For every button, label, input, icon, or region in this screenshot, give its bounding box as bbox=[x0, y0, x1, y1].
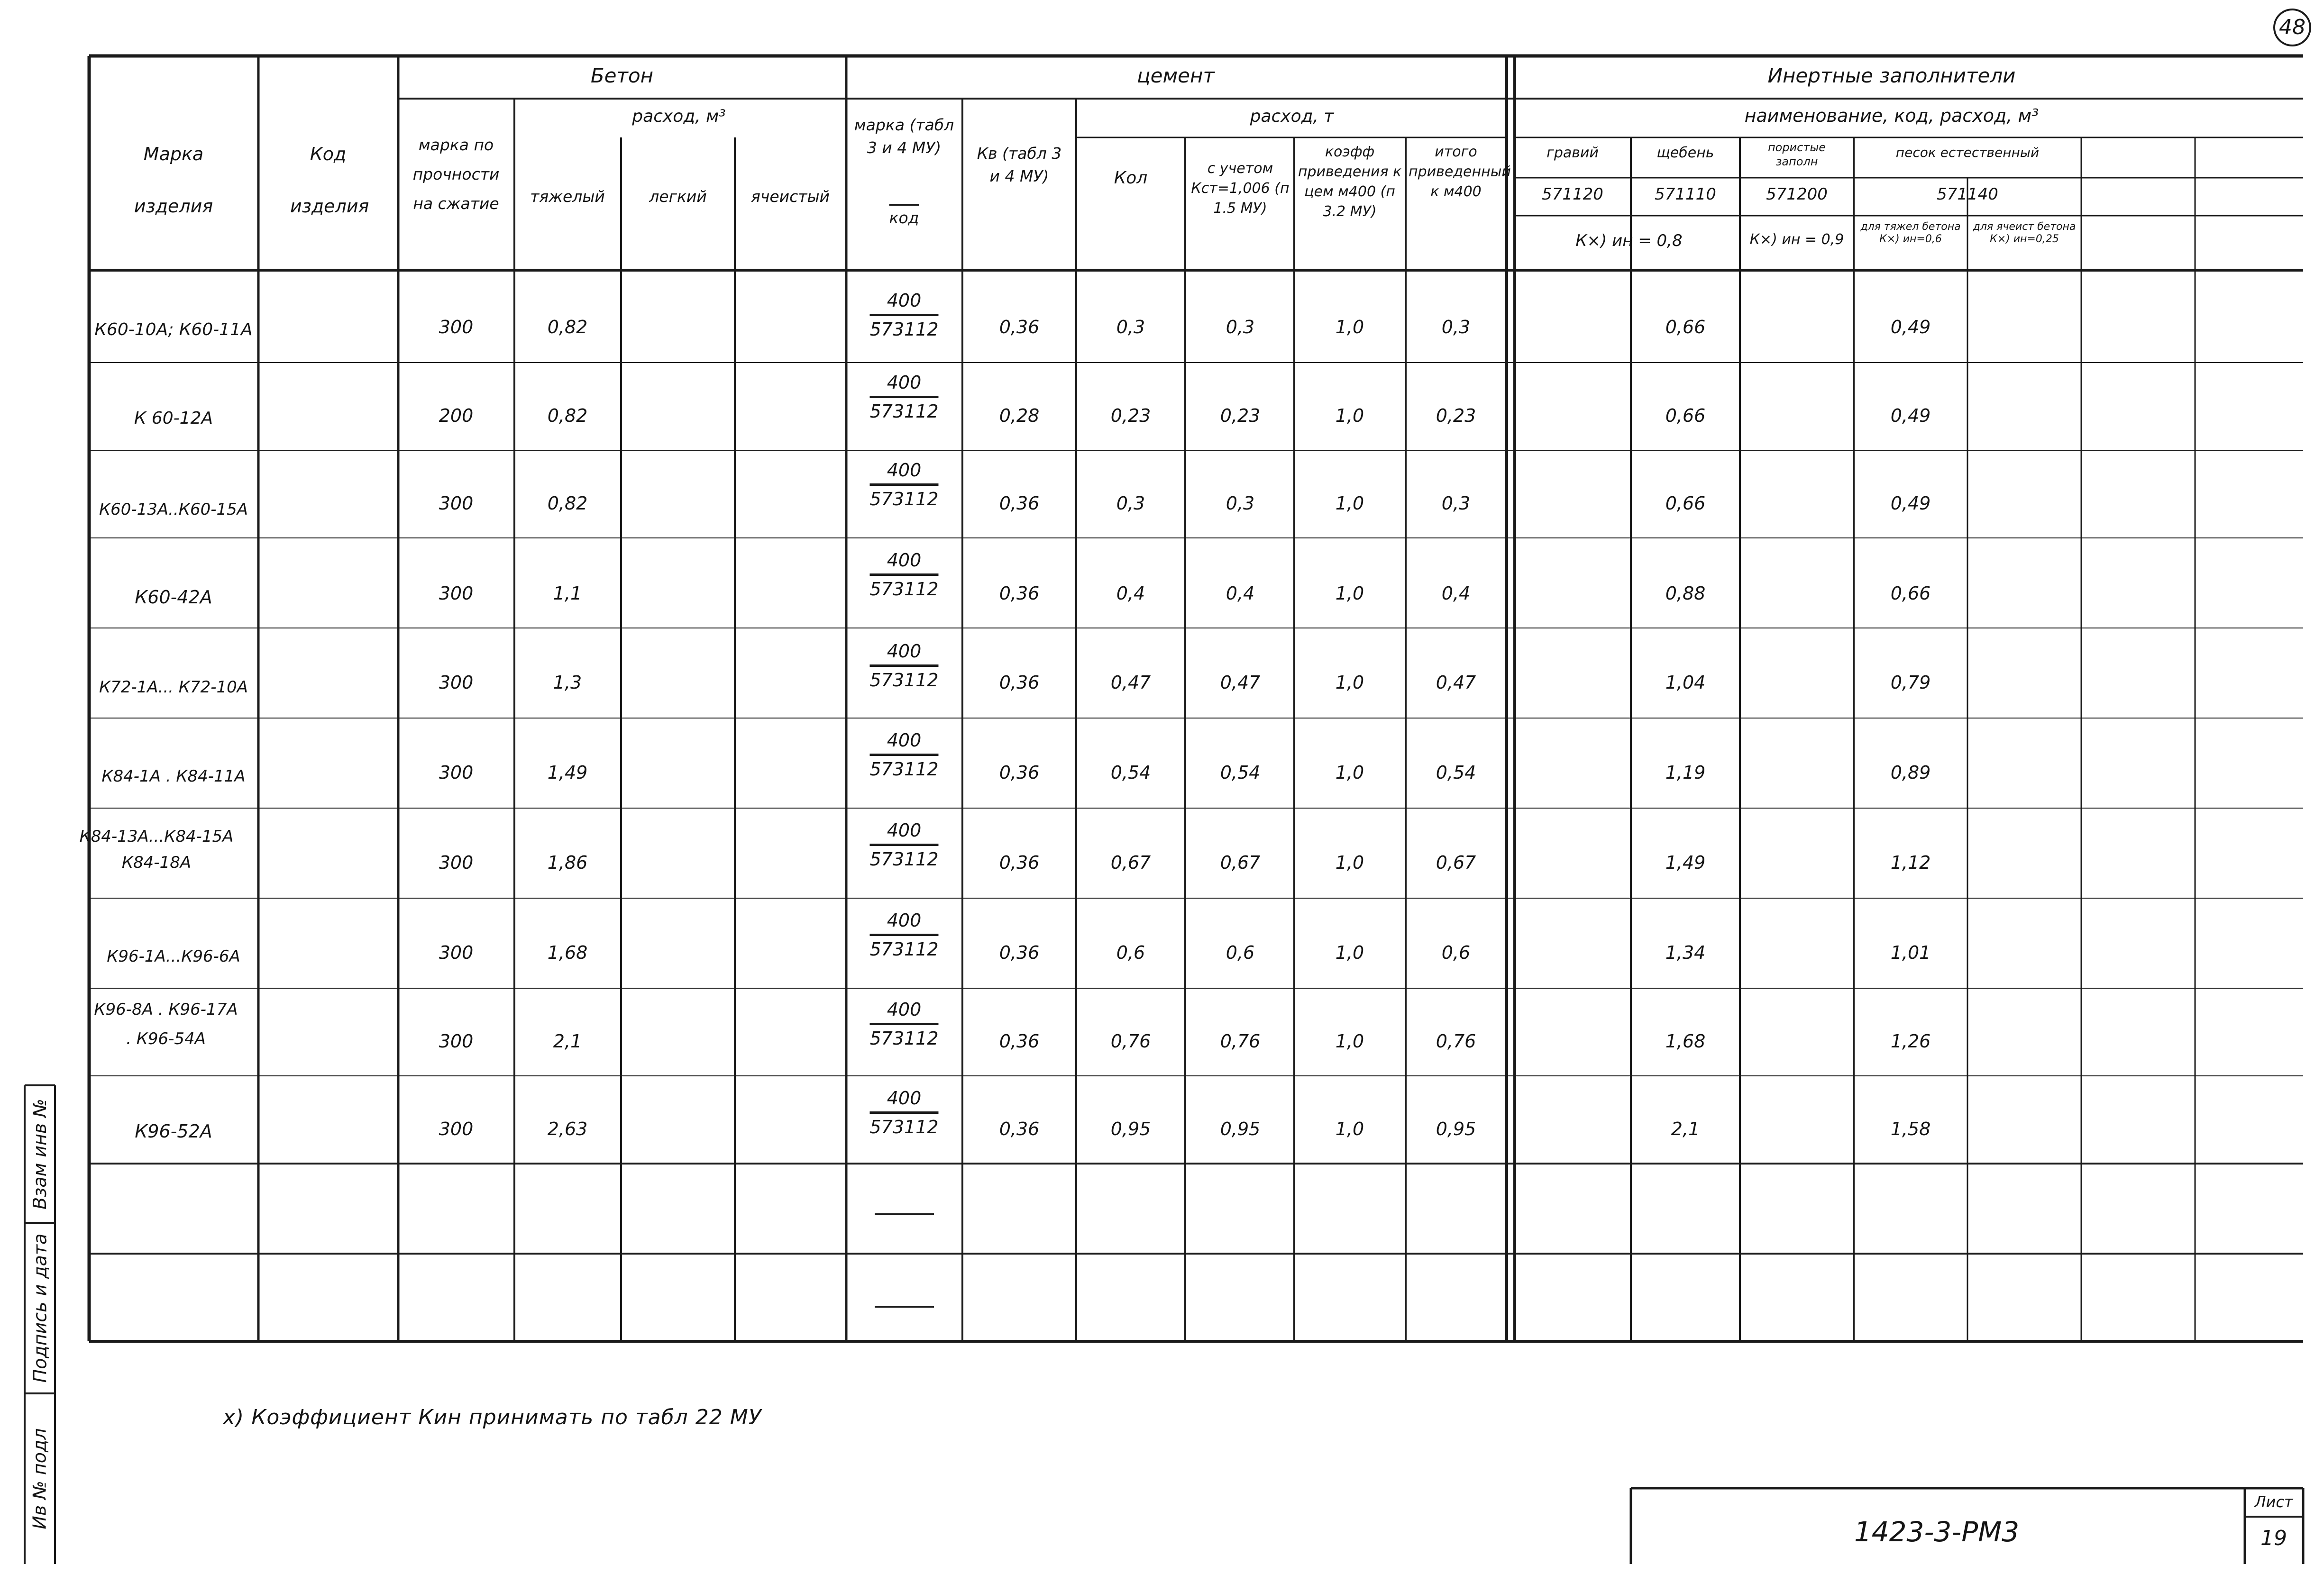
row-8-shcheben: 1,34 bbox=[1665, 942, 1706, 963]
header-legkiy: легкий bbox=[649, 187, 707, 206]
doc-code: 1423-3-РМ3 bbox=[1854, 1516, 2020, 1548]
header-kv: Кв (табл 3 и 4 МУ) bbox=[977, 144, 1062, 185]
row-8-cement bbox=[869, 910, 938, 960]
row-4-s-uchetom: 0,4 bbox=[1226, 583, 1255, 604]
row-10-beton-marka: 300 bbox=[439, 1119, 474, 1139]
row-7-itogo: 0,67 bbox=[1436, 852, 1476, 873]
row-8-kv: 0,36 bbox=[999, 942, 1040, 963]
row-2-kol: 0,23 bbox=[1110, 405, 1151, 426]
row-9-s-uchetom: 0,76 bbox=[1220, 1031, 1261, 1052]
row-8-itogo: 0,6 bbox=[1441, 942, 1471, 963]
row-4-cement bbox=[869, 550, 938, 600]
header-poristye-kod: 571200 bbox=[1766, 185, 1828, 204]
row-1-cem-marka: 400 bbox=[869, 290, 938, 316]
header-pesok-tyazh: для тяжел бетона К×) ин=0,6 bbox=[1860, 221, 1961, 245]
sheet-label: Лист bbox=[2254, 1493, 2293, 1511]
row-2-marka: К 60-12А bbox=[134, 409, 213, 428]
stamp-inv-replaced: Взам инв № bbox=[29, 1099, 51, 1210]
row-3-cement bbox=[869, 460, 938, 509]
row-6-s-uchetom: 0,54 bbox=[1220, 762, 1261, 783]
row-6-cem-kod: 573112 bbox=[869, 759, 939, 780]
row-1-kol: 0,3 bbox=[1116, 317, 1145, 337]
row-3-kv: 0,36 bbox=[999, 493, 1040, 514]
row-10-pesok: 1,58 bbox=[1890, 1119, 1931, 1139]
row-4-shcheben: 0,88 bbox=[1665, 583, 1706, 604]
row-9-cement bbox=[869, 999, 938, 1049]
row-10-shcheben: 2,1 bbox=[1671, 1119, 1700, 1139]
row-6-beton-marka: 300 bbox=[439, 762, 474, 783]
row-7-shcheben: 1,49 bbox=[1665, 852, 1706, 873]
row-8-cem-marka: 400 bbox=[869, 910, 938, 936]
row-10-cem-marka: 400 bbox=[869, 1088, 938, 1114]
header-inertnye: Инертные заполнители bbox=[1767, 64, 2016, 87]
row-2-tyazhely: 0,82 bbox=[547, 405, 588, 426]
header-itogo-privedenny: итого приведенный к м400 bbox=[1409, 144, 1511, 200]
row-7-pesok: 1,12 bbox=[1890, 852, 1931, 873]
row-8-beton-marka: 300 bbox=[439, 942, 474, 963]
empty-row-1-dash bbox=[875, 1213, 934, 1215]
row-9-marka: К96-8А . К96-17А bbox=[94, 1000, 238, 1019]
row-8-tyazhely: 1,68 bbox=[547, 942, 588, 963]
row-7-kv: 0,36 bbox=[999, 852, 1040, 873]
row-6-marka: К84-1А . К84-11А bbox=[101, 767, 246, 786]
row-1-tyazhely: 0,82 bbox=[547, 317, 588, 337]
row-3-marka: К60-13А..К60-15А bbox=[99, 500, 248, 519]
row-7-marka: К84-13А...К84-15А bbox=[79, 827, 234, 846]
row-9-kol: 0,76 bbox=[1110, 1031, 1151, 1052]
row-1-beton-marka: 300 bbox=[439, 317, 474, 337]
header-tyazhely: тяжелый bbox=[530, 187, 605, 206]
row-5-kol: 0,47 bbox=[1110, 672, 1151, 693]
header-gravy-kod: 571120 bbox=[1542, 185, 1603, 204]
row-3-kol: 0,3 bbox=[1116, 493, 1145, 514]
row-8-cem-kod: 573112 bbox=[869, 939, 939, 960]
row-5-cem-kod: 573112 bbox=[869, 670, 939, 691]
row-8-koeff: 1,0 bbox=[1335, 942, 1364, 963]
row-7-s-uchetom: 0,67 bbox=[1220, 852, 1261, 873]
row-4-koeff: 1,0 bbox=[1335, 583, 1364, 604]
row-2-kv: 0,28 bbox=[999, 405, 1040, 426]
header-cement: цемент bbox=[1137, 64, 1215, 87]
header-rashod-m3: расход, м³ bbox=[632, 107, 726, 126]
header-koeff-privedeniya: коэфф приведения к цем м400 (п 3.2 МУ) bbox=[1298, 144, 1402, 220]
row-6-kol: 0,54 bbox=[1110, 762, 1151, 783]
header-shcheben-kod: 571110 bbox=[1655, 185, 1716, 204]
row-1-koeff: 1,0 bbox=[1335, 317, 1364, 337]
row-4-itogo: 0,4 bbox=[1441, 583, 1471, 604]
row-10-tyazhely: 2,63 bbox=[547, 1119, 588, 1139]
row-9-beton-marka: 300 bbox=[439, 1031, 474, 1052]
row-4-kol: 0,4 bbox=[1116, 583, 1145, 604]
row-3-cem-marka: 400 bbox=[869, 460, 938, 486]
row-10-marka: К96-52А bbox=[135, 1121, 212, 1142]
row-5-tyazhely: 1,3 bbox=[553, 672, 582, 693]
header-s-uchetom: с учетом Кст=1,006 (п 1.5 МУ) bbox=[1191, 160, 1290, 217]
row-5-s-uchetom: 0,47 bbox=[1220, 672, 1261, 693]
row-6-kv: 0,36 bbox=[999, 762, 1040, 783]
row-1-itogo: 0,3 bbox=[1441, 317, 1471, 337]
row-8-pesok: 1,01 bbox=[1890, 942, 1931, 963]
row-6-tyazhely: 1,49 bbox=[547, 762, 588, 783]
header-shcheben: щебень bbox=[1656, 145, 1714, 161]
row-3-pesok: 0,49 bbox=[1890, 493, 1931, 514]
stamp-signature-date: Подпись и дата bbox=[29, 1233, 51, 1383]
row-6-cement bbox=[869, 730, 938, 780]
row-3-koeff: 1,0 bbox=[1335, 493, 1364, 514]
row-6-pesok: 0,89 bbox=[1890, 762, 1931, 783]
row-10-cement bbox=[869, 1088, 938, 1137]
row-7-cem-marka: 400 bbox=[869, 820, 938, 846]
header-pesok-kod: 571140 bbox=[1937, 185, 1998, 204]
row-3-tyazhely: 0,82 bbox=[547, 493, 588, 514]
row-4-cem-kod: 573112 bbox=[869, 579, 939, 600]
row-10-itogo: 0,95 bbox=[1436, 1119, 1476, 1139]
row-2-s-uchetom: 0,23 bbox=[1220, 405, 1261, 426]
row-9-cem-kod: 573112 bbox=[869, 1028, 939, 1049]
row-2-itogo: 0,23 bbox=[1436, 405, 1476, 426]
row-1-s-uchetom: 0,3 bbox=[1226, 317, 1255, 337]
row-5-beton-marka: 300 bbox=[439, 672, 474, 693]
row-5-kv: 0,36 bbox=[999, 672, 1040, 693]
row-1-pesok: 0,49 bbox=[1890, 317, 1931, 337]
row-3-beton-marka: 300 bbox=[439, 493, 474, 514]
row-2-koeff: 1,0 bbox=[1335, 405, 1364, 426]
header-pesok-yach: для ячеист бетона К×) ин=0,25 bbox=[1973, 221, 2076, 245]
row-7-cem-kod: 573112 bbox=[869, 849, 939, 870]
row-5-pesok: 0,79 bbox=[1890, 672, 1931, 693]
header-kod-izdeliya: Код изделия bbox=[290, 144, 369, 217]
row-2-cem-marka: 400 bbox=[869, 372, 938, 398]
header-k-poristye: К×) ин = 0,9 bbox=[1749, 231, 1844, 248]
stamp-inv-original: Ив № подл bbox=[29, 1428, 50, 1529]
header-kol: Кол bbox=[1114, 168, 1148, 188]
row-8-kol: 0,6 bbox=[1116, 942, 1145, 963]
row-2-shcheben: 0,66 bbox=[1665, 405, 1706, 426]
row-6-itogo: 0,54 bbox=[1436, 762, 1476, 783]
row-7-tyazhely: 1,86 bbox=[547, 852, 588, 873]
footnote: x) Коэффициент Кин принимать по табл 22 МУ bbox=[223, 1405, 762, 1429]
header-k-gravy-shcheben: К×) ин = 0,8 bbox=[1575, 231, 1683, 250]
header-yacheisty: ячеистый bbox=[751, 187, 830, 206]
row-5-cem-marka: 400 bbox=[869, 641, 938, 667]
row-9-kv: 0,36 bbox=[999, 1031, 1040, 1052]
row-4-beton-marka: 300 bbox=[439, 583, 474, 604]
row-3-cem-kod: 573112 bbox=[869, 489, 939, 509]
row-6-koeff: 1,0 bbox=[1335, 762, 1364, 783]
row-5-itogo: 0,47 bbox=[1436, 672, 1476, 693]
header-poristye: пористые заполн bbox=[1767, 141, 1826, 168]
row-7-kol: 0,67 bbox=[1110, 852, 1151, 873]
row-5-shcheben: 1,04 bbox=[1665, 672, 1706, 693]
header-cement-marka: марка (табл 3 и 4 МУ) bbox=[854, 116, 954, 157]
header-beton: Бетон bbox=[590, 64, 654, 87]
row-9-koeff: 1,0 bbox=[1335, 1031, 1364, 1052]
row-1-cement bbox=[869, 290, 938, 340]
row-2-cement bbox=[869, 372, 938, 422]
row-9-shcheben: 1,68 bbox=[1665, 1031, 1706, 1052]
header-gravy: гравий bbox=[1546, 145, 1599, 161]
row-6-cem-marka: 400 bbox=[869, 730, 938, 756]
row-9-tyazhely: 2,1 bbox=[553, 1031, 582, 1052]
empty-row-2-dash bbox=[875, 1306, 934, 1308]
row-3-itogo: 0,3 bbox=[1441, 493, 1471, 514]
row-8-s-uchetom: 0,6 bbox=[1226, 942, 1255, 963]
row-4-pesok: 0,66 bbox=[1890, 583, 1931, 604]
row-1-kv: 0,36 bbox=[999, 317, 1040, 337]
row-9-pesok: 1,26 bbox=[1890, 1031, 1931, 1052]
row-9-cem-marka: 400 bbox=[869, 999, 938, 1025]
sheet-number: 19 bbox=[2260, 1526, 2287, 1550]
row-1-marka: К60-10А; К60-11А bbox=[94, 320, 253, 339]
row-9-itogo: 0,76 bbox=[1436, 1031, 1476, 1052]
row-2-beton-marka: 200 bbox=[439, 405, 474, 426]
row-3-s-uchetom: 0,3 bbox=[1226, 493, 1255, 514]
header-naimenovanie: наименование, код, расход, м³ bbox=[1744, 105, 2039, 126]
row-4-tyazhely: 1,1 bbox=[553, 583, 582, 604]
row-5-marka: К72-1А... К72-10А bbox=[99, 678, 248, 697]
row-3-shcheben: 0,66 bbox=[1665, 493, 1706, 514]
header-pesok: песок естественный bbox=[1895, 145, 2040, 160]
row-10-kv: 0,36 bbox=[999, 1119, 1040, 1139]
row-1-shcheben: 0,66 bbox=[1665, 317, 1706, 337]
header-marka-po-prochnosti: марка по прочности на сжатие bbox=[412, 136, 500, 213]
row-4-kv: 0,36 bbox=[999, 583, 1040, 604]
row-6-shcheben: 1,19 bbox=[1665, 762, 1706, 783]
row-8-marka: К96-1А...К96-6А bbox=[107, 947, 240, 966]
row-7-marka2: К84-18А bbox=[121, 853, 192, 872]
header-marka-izdeliya: Марка изделия bbox=[134, 144, 213, 217]
row-7-beton-marka: 300 bbox=[439, 852, 474, 873]
header-rashod-t: расход, т bbox=[1250, 107, 1334, 126]
row-7-cement bbox=[869, 820, 938, 870]
header-cement-kod: код bbox=[889, 204, 919, 227]
row-4-marka: К60-42А bbox=[135, 587, 212, 608]
row-7-koeff: 1,0 bbox=[1335, 852, 1364, 873]
row-10-kol: 0,95 bbox=[1110, 1119, 1151, 1139]
row-2-cem-kod: 573112 bbox=[869, 401, 939, 422]
row-10-koeff: 1,0 bbox=[1335, 1119, 1364, 1139]
row-4-cem-marka: 400 bbox=[869, 550, 938, 576]
row-5-koeff: 1,0 bbox=[1335, 672, 1364, 693]
row-2-pesok: 0,49 bbox=[1890, 405, 1931, 426]
row-10-s-uchetom: 0,95 bbox=[1220, 1119, 1261, 1139]
row-10-cem-kod: 573112 bbox=[869, 1117, 939, 1137]
row-1-cem-kod: 573112 bbox=[869, 319, 939, 340]
page-number: 48 bbox=[2279, 15, 2306, 39]
row-9-marka2: . К96-54А bbox=[126, 1029, 206, 1048]
row-5-cement bbox=[869, 641, 938, 691]
